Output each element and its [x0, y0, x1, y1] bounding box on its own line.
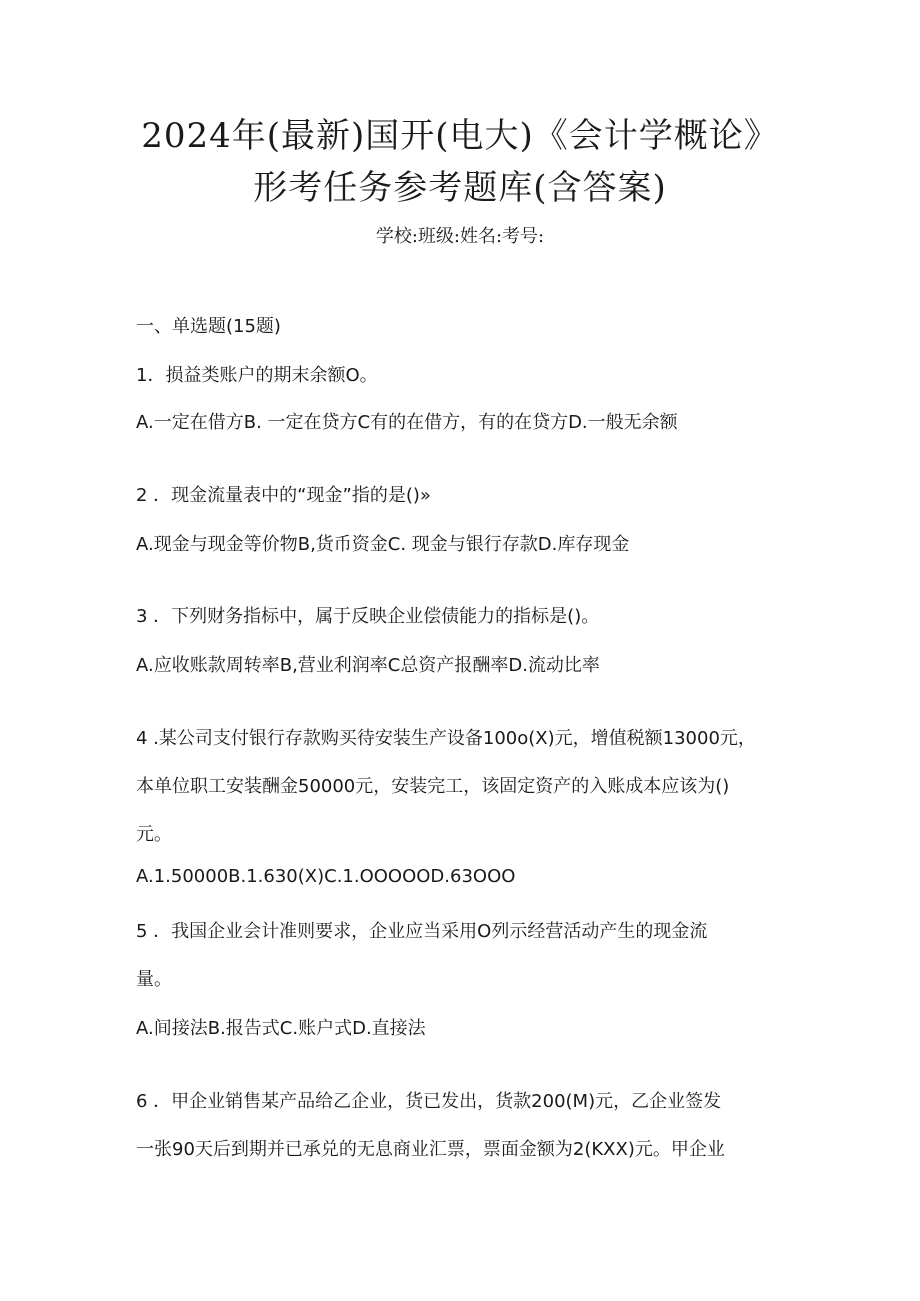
question-5-text-line-1: 5 ．我国企业会计准则要求，企业应当采用O列示经营活动产生的现金流 — [136, 921, 708, 942]
section-heading: 一、单选题(15题) — [136, 316, 281, 337]
student-info-line: 学校:班级:姓名:考号: — [375, 226, 545, 247]
question-1-text: 1．损益类账户的期末余额O。 — [136, 365, 378, 386]
question-4-options: A.1.50000B.1.630(X)C.1.OOOOOD.63OOO — [136, 866, 516, 887]
question-2-options: A.现金与现金等价物B,货币资金C. 现金与银行存款D.库存现金 — [136, 534, 630, 555]
question-3-options: A.应收账款周转率B,营业利润率C总资产报酬率D.流动比率 — [136, 655, 600, 676]
question-2-text: 2 ．现金流量表中的“现金”指的是()» — [136, 485, 431, 506]
question-6-text-line-2: 一张90天后到期并已承兑的无息商业汇票，票面金额为2(KXX)元。甲企业 — [136, 1139, 725, 1160]
question-1-options: A.一定在借方B. 一定在贷方C有的在借方，有的在贷方D.一般无余额 — [136, 412, 678, 433]
question-4-text-line-2: 本单位职工安装酬金50000元，安装完工，该固定资产的入账成本应该为() — [136, 776, 730, 797]
document-title-line-2: 形考任务参考题库(含答案) — [253, 168, 667, 208]
question-6-text-line-1: 6 ．甲企业销售某产品给乙企业，货已发出，货款200(M)元，乙企业签发 — [136, 1091, 722, 1112]
question-5-text-line-2: 量。 — [136, 969, 172, 990]
question-4-text-line-3: 元。 — [136, 824, 172, 845]
question-5-options: A.间接法B.报告式C.账户式D.直接法 — [136, 1018, 426, 1039]
question-3-text: 3 ．下列财务指标中，属于反映企业偿债能力的指标是()。 — [136, 606, 600, 627]
question-4-text-line-1: 4 .某公司支付银行存款购买待安装生产设备100o(X)元，增值税额13000元， — [136, 728, 756, 749]
document-title-line-1: 2024年(最新)国开(电大)《会计学概论》 — [141, 116, 779, 156]
